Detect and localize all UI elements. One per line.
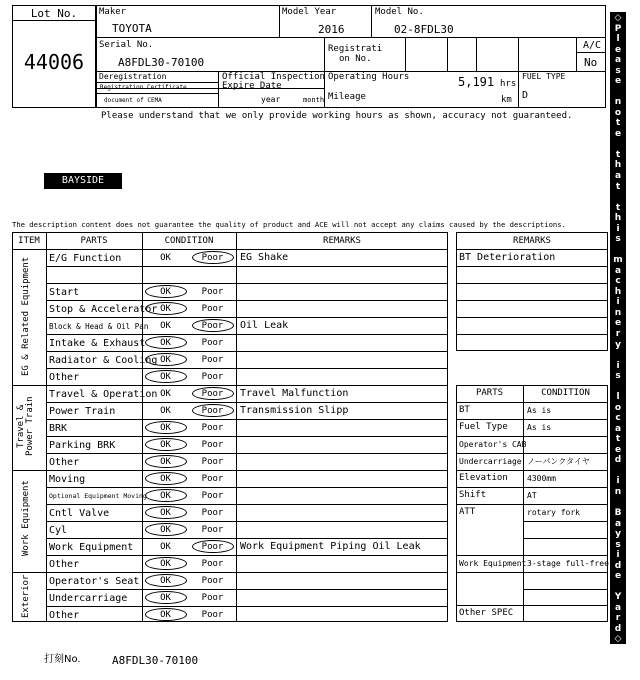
condition-ok: OK	[160, 457, 171, 467]
sidebar-char: ◇	[614, 13, 622, 23]
footer-value: A8FDL30-70100	[112, 654, 199, 667]
sidebar-char: h	[614, 286, 622, 297]
sidebar-char: s	[615, 65, 621, 76]
notice-text: Please understand that we only provide working hours as shown, accuracy not guaranteed.	[101, 111, 573, 121]
sidebar-char: a	[614, 518, 622, 529]
sidebar-char: a	[614, 423, 622, 434]
condition-poor: Poor	[201, 508, 224, 518]
condition-poor: Poor	[201, 355, 224, 365]
selected-ok-circle	[145, 336, 187, 349]
right-remarks-first: BT Deterioration	[459, 252, 556, 263]
condition-poor: Poor	[201, 542, 224, 552]
selected-poor-circle	[192, 540, 234, 553]
sidebar-char: ◇	[614, 634, 622, 645]
condition-poor: Poor	[201, 338, 224, 348]
header-condition: CONDITION	[164, 236, 214, 246]
selected-ok-circle	[145, 353, 187, 366]
condition-poor: Poor	[201, 491, 224, 501]
sidebar-char: c	[615, 276, 621, 287]
sidebar-char: a	[614, 602, 622, 613]
condition-poor: Poor	[201, 559, 224, 569]
year-label: year	[261, 95, 281, 104]
row-part: Radiator & Cooling	[49, 354, 158, 366]
condition-poor: Poor	[201, 389, 224, 399]
selected-poor-circle	[192, 319, 234, 332]
row-part: Operator's Seat	[49, 575, 140, 587]
condition-ok: OK	[160, 525, 171, 535]
sidebar-char: e	[614, 571, 622, 582]
row-part: Other	[49, 371, 80, 383]
footer-label: 打刻No.	[44, 654, 81, 665]
sidebar-char: r	[615, 613, 621, 624]
serial-no-label: Serial No.	[99, 40, 154, 50]
hrs-unit: hrs	[500, 79, 517, 89]
lot-no-value: 44006	[23, 50, 85, 74]
row-part: Other	[49, 456, 80, 468]
selected-ok-circle	[145, 285, 187, 298]
spec-value-undercarriage: ノーパンクタイヤ	[527, 457, 590, 466]
maker-label: Maker	[99, 7, 127, 17]
condition-ok: OK	[160, 253, 171, 263]
condition-poor: Poor	[201, 423, 224, 433]
condition-ok: OK	[160, 389, 171, 399]
row-part: Parking BRK	[49, 439, 116, 451]
sidebar-char: s	[615, 539, 621, 550]
spec-part-other-spec: Other SPEC	[459, 608, 514, 618]
sidebar-char: t	[615, 149, 621, 160]
row-remarks: Oil Leak	[240, 320, 289, 331]
row-remarks: EG Shake	[240, 252, 289, 263]
spec-value-shift: AT	[527, 491, 537, 500]
sidebar-char: h	[614, 213, 622, 224]
registration-label-1: Registrati	[328, 44, 383, 54]
selected-poor-circle	[192, 251, 234, 264]
mileage-label: Mileage	[328, 92, 366, 102]
condition-ok: OK	[160, 321, 171, 331]
registration-certificate-label: Registration Certificate	[100, 84, 187, 91]
spec-value-elevation: 4300mm	[527, 474, 556, 483]
selected-ok-circle	[145, 438, 187, 451]
ac-label: A/C	[583, 40, 602, 51]
row-remarks: Work Equipment Piping Oil Leak	[240, 541, 421, 552]
sidebar-char: t	[615, 202, 621, 213]
ac-value: No	[584, 56, 598, 69]
deregistration-label: Deregistration	[99, 72, 167, 81]
spec-condition-header: CONDITION	[541, 388, 590, 398]
spec-part-work-equipment: Work Equipment	[459, 559, 527, 568]
model-no-value: 02-8FDL30	[394, 23, 454, 36]
sidebar-char: s	[615, 234, 621, 245]
condition-poor: Poor	[201, 576, 224, 586]
sidebar-char: e	[614, 318, 622, 329]
sidebar-char: n	[614, 97, 622, 108]
row-part: Intake & Exhaust	[49, 337, 146, 349]
sidebar-char: d	[614, 623, 622, 634]
sidebar-char: i	[616, 223, 620, 234]
condition-poor: Poor	[201, 525, 224, 535]
selected-ok-circle	[145, 608, 187, 621]
spec-part-shift: Shift	[459, 490, 487, 500]
condition-ok: OK	[160, 508, 171, 518]
spec-value-work-equipment: 3-stage full-free	[527, 559, 609, 568]
sidebar-char: n	[614, 487, 622, 497]
group-label-eg: EG & Related Equipment	[21, 256, 31, 376]
row-part: Work Equipment	[49, 541, 134, 553]
condition-ok: OK	[160, 474, 171, 484]
row-part: E/G Function	[49, 252, 122, 264]
row-part: Optional Equipment Moving	[49, 492, 147, 501]
group-label-travel: Travel & Power Train	[16, 396, 35, 456]
selected-ok-circle	[145, 421, 187, 434]
selected-poor-circle	[192, 404, 234, 417]
row-remarks: Travel Malfunction	[240, 388, 349, 399]
condition-ok: OK	[160, 576, 171, 586]
sidebar-char: e	[614, 128, 622, 139]
fuel-type-label: FUEL TYPE	[522, 72, 566, 81]
header-parts: PARTS	[80, 236, 108, 246]
spec-part-undercarriage: Undercarriage	[459, 457, 522, 466]
sidebar-char: d	[614, 455, 622, 466]
serial-no-value: A8FDL30-70100	[118, 56, 205, 69]
selected-ok-circle	[145, 506, 187, 519]
spec-parts-header: PARTS	[475, 388, 504, 398]
condition-ok: OK	[160, 287, 171, 297]
selected-ok-circle	[145, 370, 187, 383]
model-no-label: Model No.	[375, 7, 424, 17]
inspection-label-1: Official Inspection	[222, 72, 325, 82]
spec-part-att: ATT	[459, 507, 476, 517]
spec-value-fuel-type: As is	[527, 423, 552, 432]
spec-part-operator-cab: Operator's CAB	[459, 440, 527, 449]
sidebar-char: Y	[614, 592, 622, 603]
model-year-value: 2016	[318, 23, 345, 36]
row-part: Stop & Accelerator	[49, 303, 158, 315]
sidebar-char: i	[616, 297, 620, 308]
lot-no-label: Lot No.	[30, 7, 78, 20]
row-part: Start	[49, 286, 80, 298]
sidebar-char: l	[616, 34, 620, 45]
km-unit: km	[501, 95, 512, 105]
sidebar-char: l	[616, 392, 620, 403]
group-label-work: Work Equipment	[21, 480, 31, 556]
condition-ok: OK	[160, 491, 171, 501]
selected-ok-circle	[145, 302, 187, 315]
sidebar-char: a	[614, 171, 622, 181]
sidebar-char: o	[614, 107, 622, 118]
selected-ok-circle	[145, 523, 187, 536]
condition-ok: OK	[160, 355, 171, 365]
sidebar-char: a	[614, 265, 622, 276]
sidebar-char: i	[616, 476, 620, 487]
condition-poor: Poor	[201, 440, 224, 450]
selected-ok-circle	[145, 455, 187, 468]
sidebar-char: n	[614, 307, 622, 318]
row-part: Other	[49, 558, 80, 570]
sidebar-char: e	[614, 444, 622, 455]
header-item: ITEM	[18, 236, 40, 246]
fuel-type-value: D	[522, 90, 529, 101]
spec-part-fuel-type: Fuel Type	[459, 422, 508, 432]
selected-poor-circle	[192, 387, 234, 400]
sidebar-char: e	[614, 44, 622, 55]
spec-part-bt: BT	[459, 405, 470, 415]
sidebar-char: d	[614, 560, 622, 571]
condition-poor: Poor	[201, 610, 224, 620]
condition-ok: OK	[160, 406, 171, 416]
sidebar-char: i	[616, 360, 620, 371]
row-part: Cyl	[49, 524, 68, 536]
row-remarks: Transmission Slipp	[240, 405, 349, 416]
condition-poor: Poor	[201, 253, 224, 263]
condition-ok: OK	[160, 423, 171, 433]
condition-ok: OK	[160, 610, 171, 620]
sidebar-char: t	[615, 181, 621, 192]
sidebar-char: e	[614, 76, 622, 87]
sidebar-char: s	[615, 371, 621, 382]
row-part: Block & Head & Oil Pan	[49, 321, 149, 331]
sidebar-char: r	[615, 329, 621, 339]
sidebar-char: t	[615, 434, 621, 445]
selected-ok-circle	[145, 591, 187, 604]
sidebar-char: m	[613, 255, 623, 266]
model-year-label: Model Year	[282, 7, 337, 17]
right-remarks-header: REMARKS	[513, 236, 551, 246]
condition-poor: Poor	[201, 321, 224, 331]
row-part: BRK	[49, 422, 68, 434]
bayside-badge: BAYSIDE	[44, 173, 122, 189]
sidebar-char: B	[614, 508, 622, 519]
selected-ok-circle	[145, 557, 187, 570]
month-label: month	[303, 96, 325, 104]
row-part: Travel & Operation	[49, 388, 158, 400]
condition-poor: Poor	[201, 406, 224, 416]
sidebar-char: i	[616, 550, 620, 561]
row-part: Power Train	[49, 405, 116, 417]
registration-label-2: on No.	[339, 54, 372, 64]
condition-poor: Poor	[201, 474, 224, 484]
cema-label: document of CEMA	[104, 97, 162, 104]
sidebar-char: y	[615, 339, 621, 350]
group-label-exterior: Exterior	[21, 574, 31, 618]
condition-poor: Poor	[201, 372, 224, 382]
row-part: Other	[49, 609, 80, 621]
sidebar-char: a	[614, 55, 622, 66]
operating-hours-value: 5,191	[458, 75, 495, 89]
condition-ok: OK	[160, 304, 171, 314]
spec-value-bt: As is	[527, 406, 552, 415]
sidebar-char: P	[614, 23, 622, 34]
condition-ok: OK	[160, 440, 171, 450]
condition-ok: OK	[160, 593, 171, 603]
condition-poor: Poor	[201, 287, 224, 297]
maker-value: TOYOTA	[112, 22, 152, 35]
condition-ok: OK	[160, 338, 171, 348]
sidebar-char: o	[614, 402, 622, 413]
condition-ok: OK	[160, 372, 171, 382]
location-note-sidebar	[610, 12, 626, 644]
row-part: Moving	[49, 473, 86, 485]
sidebar-char: y	[615, 529, 621, 540]
condition-poor: Poor	[201, 457, 224, 467]
selected-ok-circle	[145, 489, 187, 502]
operating-hours-label: Operating Hours	[328, 72, 410, 82]
sidebar-char: h	[614, 160, 622, 171]
selected-ok-circle	[145, 472, 187, 485]
row-part: Cntl Valve	[49, 507, 110, 519]
condition-poor: Poor	[201, 304, 224, 314]
header-remarks: REMARKS	[323, 236, 361, 246]
row-part: Undercarriage	[49, 592, 128, 604]
sidebar-char: c	[615, 413, 621, 424]
disclaimer-text: The description content does not guarantee the quality of product and ACE will not accept any claims caused by the descriptions.	[12, 220, 566, 229]
condition-poor: Poor	[201, 593, 224, 603]
selected-ok-circle	[145, 574, 187, 587]
sidebar-char: t	[615, 118, 621, 129]
spec-part-elevation: Elevation	[459, 473, 508, 483]
condition-ok: OK	[160, 542, 171, 552]
condition-ok: OK	[160, 559, 171, 569]
spec-value-att: rotary fork	[527, 508, 580, 517]
inspection-label-2: Expire Date	[222, 81, 282, 91]
